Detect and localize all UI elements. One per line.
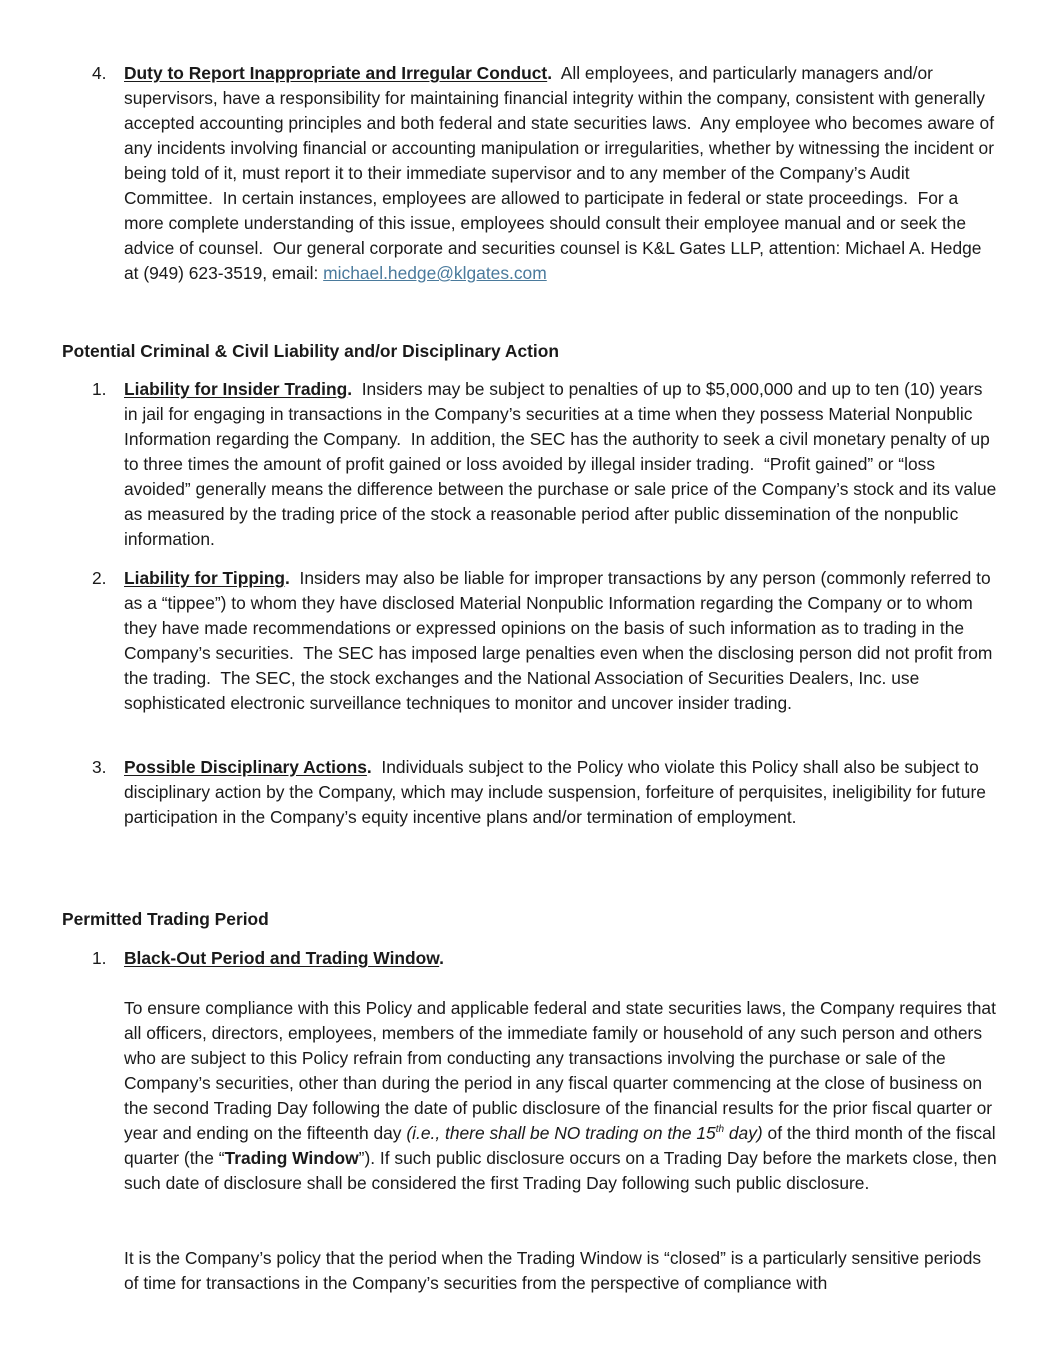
item-body: Insiders may also be liable for improper transactions by any person (commonly referred to as a “tippee”) to whom they have disclosed Material Nonpublic Information regarding the Company or to whom they have made recommendations or expressed opinions on the basis of such information as to trading in the Company’s securities. The SEC has imposed large penalties even when the disclosing person did not profit from the trading. The SEC, the stock exchanges and the National Association of Securities Dealers, Inc. use sophisticated electronic surveillance techniques to monitor and uncover insider trading. — [124, 568, 998, 713]
item-lead-suffix: . — [366, 757, 372, 777]
liability-item-insider-trading — [92, 377, 1002, 552]
liability-item-tipping — [92, 566, 999, 716]
paragraph-text: To ensure compliance with this Policy and applicable federal and state securities laws, the Company requires that all officers, directors, employees, members of the immediate family or household of any such person and others who are subject to this Policy refrain from conducting any transactions involving the purchase or sale of the Company’s securities, other than during the period in any fiscal quarter commencing at the close of business on the second Trading Day following the date of public disclosure of the financial results for the prior fiscal quarter or year and ending on the fifteenth day — [124, 998, 996, 1143]
item-lead-title: Liability for Tipping — [124, 568, 286, 588]
item-lead-title: Black-Out Period and Trading Window — [124, 948, 440, 968]
paragraph-text: of the third month of the fiscal quarter (the “ — [124, 1123, 996, 1168]
item-number: 2. — [92, 568, 107, 588]
paragraph-italic-note-end: day) — [724, 1123, 763, 1143]
item-lead-suffix: . — [439, 948, 444, 968]
item-lead-title: Possible Disciplinary Actions — [124, 757, 367, 777]
item-body: All employees, and particularly managers and/or supervisors, have a responsibility for maintaining financial integrity within the company, consistent with generally accepted accounting principles and both federal and state securities laws. Any employee who becomes aware of any incidents involving financial or accounting manipulation or irregularities, whether by witnessing the incident or being told of it, must report it to their immediate supervisor and to any member of the Company’s Audit Committee. In certain instances, employees are allowed to participate in federal or state proceedings. For a more complete understanding of this issue, employees should consult their employee manual and or seek the advice of counsel. Our general corporate and securities counsel is K&L Gates LLP, attention: Michael A. Hedge at (949) 623-3519, email: — [124, 63, 999, 283]
section-heading-liability: Potential Criminal & Civil Liability and/or Disciplinary Action — [62, 341, 560, 361]
counsel-email-link[interactable]: michael.hedge@klgates.com — [323, 263, 547, 283]
ordinal-suffix: th — [715, 1124, 725, 1136]
trading-item-blackout — [92, 946, 999, 971]
item-number: 1. — [92, 379, 107, 399]
item-lead-title: Duty to Report Inappropriate and Irregular Conduct — [124, 63, 548, 83]
closed-window-paragraph: It is the Company’s policy that the period when the Trading Window is “closed” is a particularly sensitive periods of time for transactions in the Company’s securities from the perspective of compliance with — [124, 1248, 982, 1293]
item-body: Individuals subject to the Policy who violate this Policy shall also be subject to disciplinary action by the Company, which may include suspension, forfeiture of perquisites, ineligibility for future participation in the Company’s equity incentive plans and/or termination of employment. — [124, 757, 991, 827]
duty-to-report-item — [92, 61, 999, 286]
item-number: 4. — [92, 63, 107, 83]
item-lead-title: Liability for Insider Trading — [124, 379, 348, 399]
item-lead-suffix: . — [347, 379, 353, 399]
section-heading-trading-period: Permitted Trading Period — [62, 909, 269, 929]
item-lead-suffix: . — [547, 63, 553, 83]
item-lead-suffix: . — [285, 568, 290, 588]
trading-window-paragraph — [124, 996, 999, 1196]
item-number: 3. — [92, 757, 107, 777]
paragraph-text: ”). If such public disclosure occurs on a Trading Day before the markets close, then such date of disclosure shall be considered the first Trading Day following such public disclosure. — [124, 1148, 997, 1193]
item-body: Insiders may be subject to penalties of up to $5,000,000 and up to ten (10) years in jail for engaging in transactions in the Company’s securities at a time when they possess Material Nonpublic Information regarding the Company. In addition, the SEC has the authority to seek a civil monetary penalty of up to three times the amount of profit gained or loss avoided by illegal insider trading. “Profit gained” or “loss avoided” generally means the difference between the purchase or sale price of the Company’s stock and its value as measured by the trading price of the stock a reasonable period after public dissemination of the nonpublic information. — [124, 379, 1002, 549]
paragraph-italic-note: (i.e., there shall be NO trading on the 15 — [406, 1123, 716, 1143]
item-number: 1. — [92, 948, 107, 968]
liability-item-disciplinary — [92, 755, 999, 830]
defined-term: Trading Window — [224, 1148, 359, 1168]
